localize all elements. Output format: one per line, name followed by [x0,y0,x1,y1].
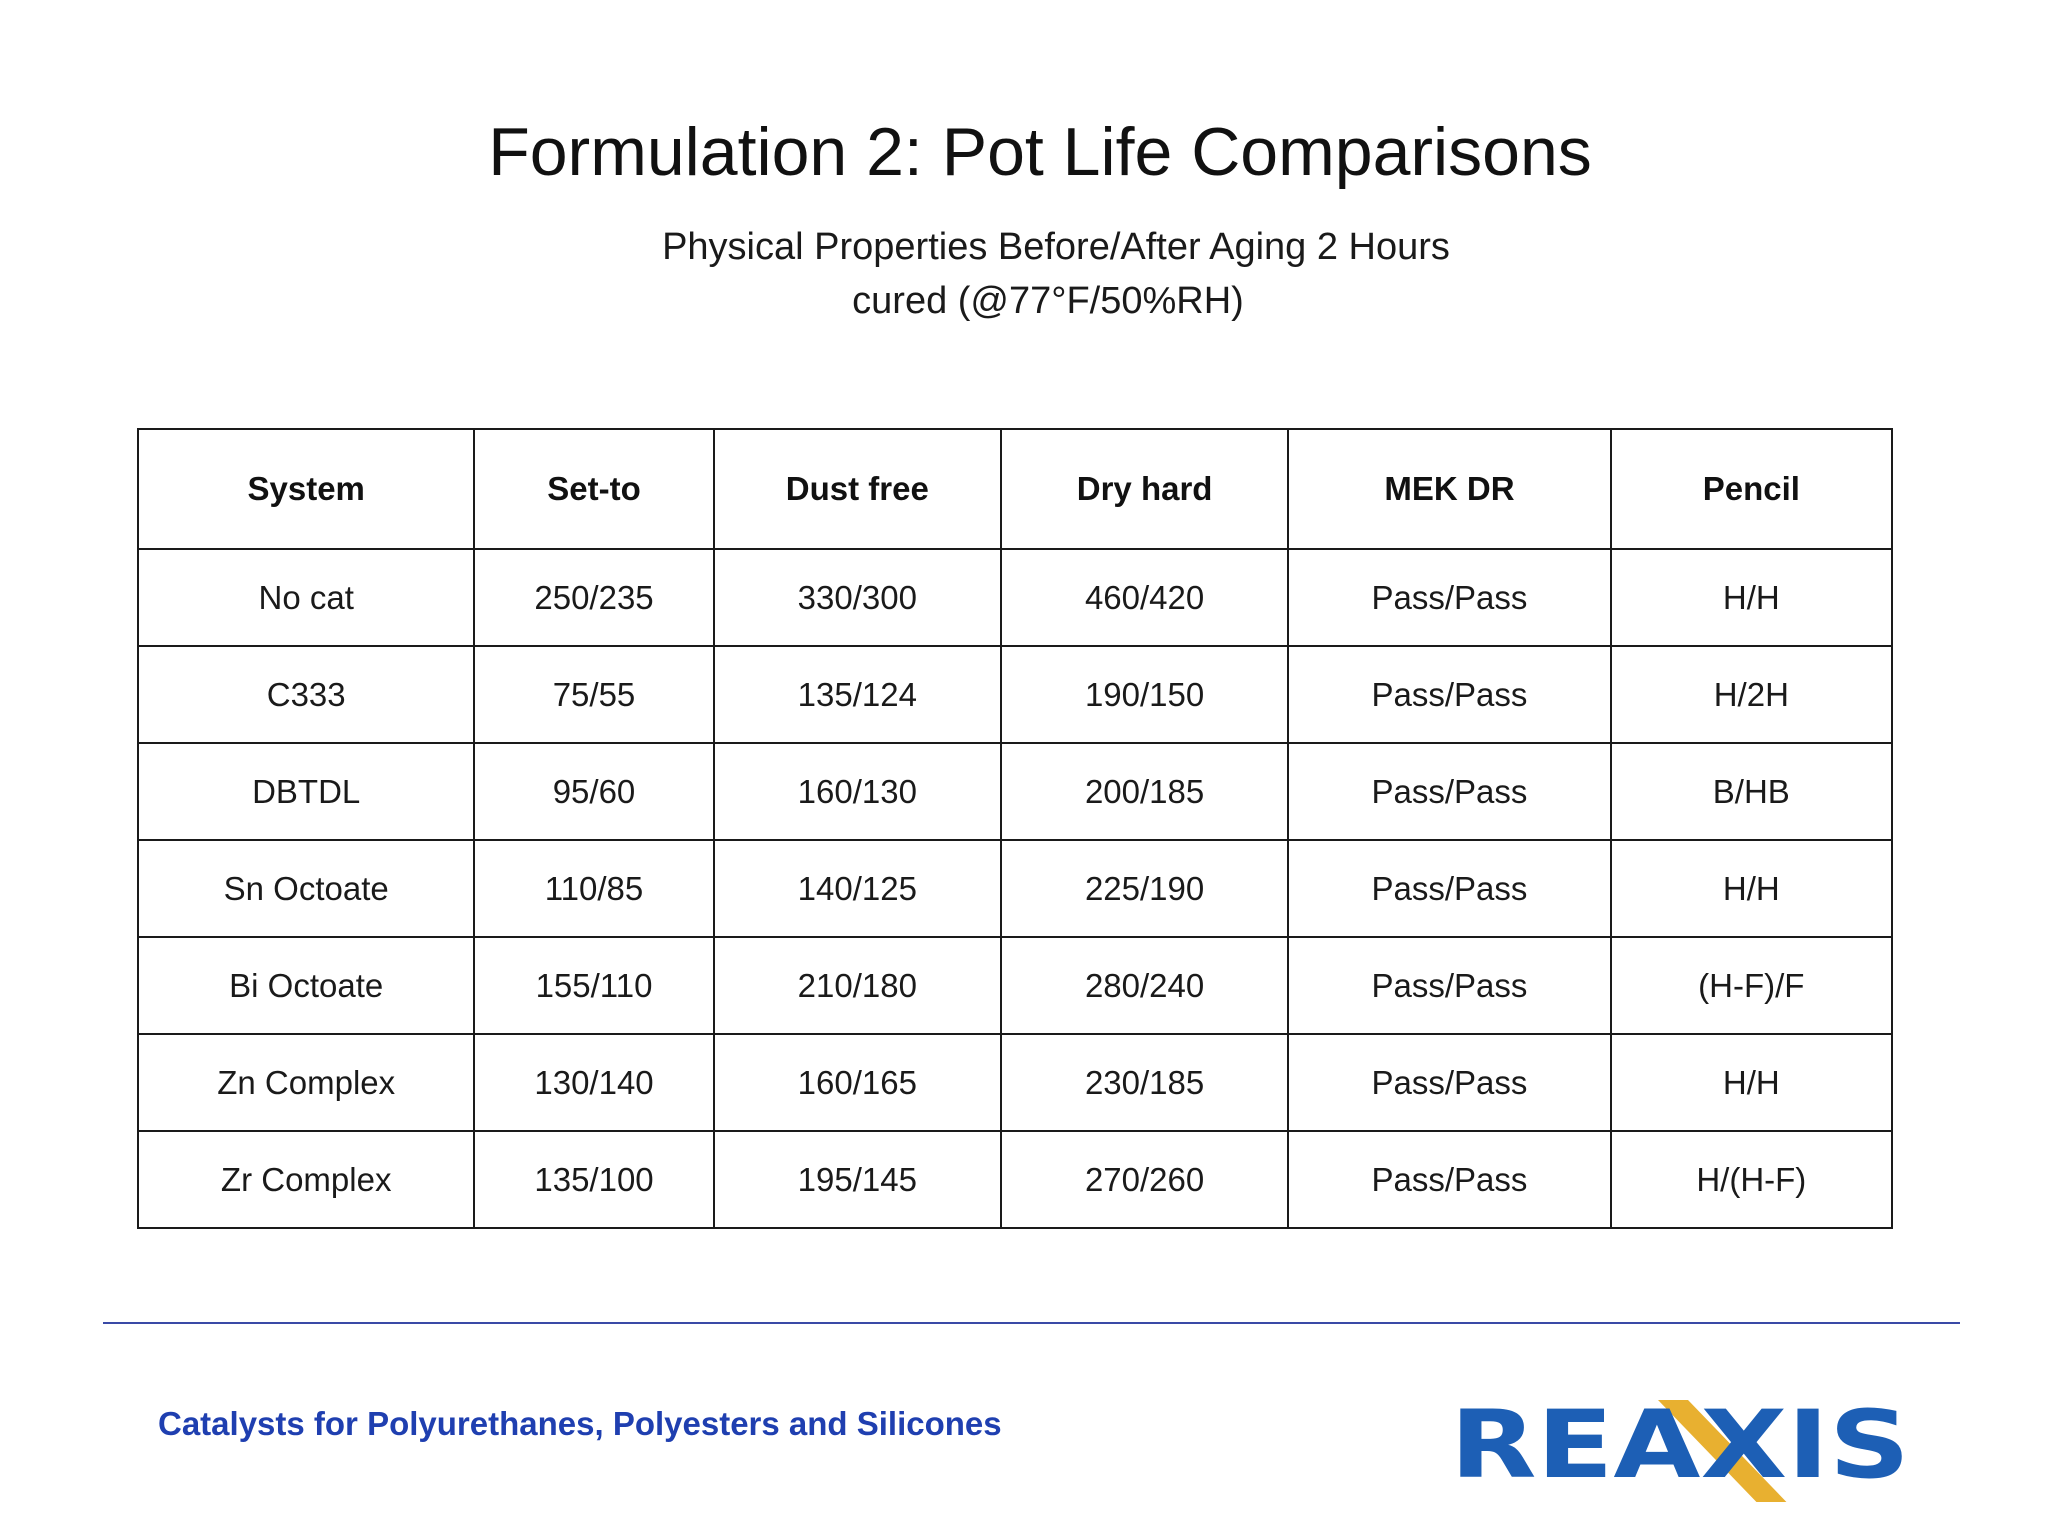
cell-dry-hard: 190/150 [1001,646,1288,743]
cell-set-to: 75/55 [474,646,713,743]
cell-dry-hard: 460/420 [1001,549,1288,646]
cell-pencil: B/HB [1611,743,1892,840]
cell-dry-hard: 280/240 [1001,937,1288,1034]
cell-pencil: H/(H-F) [1611,1131,1892,1228]
table-row [138,646,1892,743]
slide-title: Formulation 2: Pot Life Comparisons [488,114,1592,190]
cell-mek-dr: Pass/Pass [1288,646,1610,743]
cell-mek-dr: Pass/Pass [1288,1131,1610,1228]
cell-set-to: 95/60 [474,743,713,840]
header-mek-dr: MEK DR [1288,429,1610,549]
footer-divider [103,1322,1960,1324]
cell-system: Sn Octoate [138,840,474,937]
cell-mek-dr: Pass/Pass [1288,1034,1610,1131]
cell-set-to: 110/85 [474,840,713,937]
cell-pencil: H/H [1611,549,1892,646]
cell-dry-hard: 230/185 [1001,1034,1288,1131]
reaxis-logo [1450,1382,1910,1502]
pot-life-table [137,428,1893,1229]
table-row [138,743,1892,840]
cell-system: Zn Complex [138,1034,474,1131]
cell-dust-free: 210/180 [714,937,1001,1034]
cell-set-to: 135/100 [474,1131,713,1228]
table-header-row [138,429,1892,549]
header-pencil: Pencil [1611,429,1892,549]
cell-pencil: H/H [1611,1034,1892,1131]
cell-pencil: (H-F)/F [1611,937,1892,1034]
header-set-to: Set-to [474,429,713,549]
cell-system: Zr Complex [138,1131,474,1228]
slide-subtitle-line-2: cured (@77°F/50%RH) [852,280,1244,322]
slide-subtitle-line-1: Physical Properties Before/After Aging 2 Hours [662,226,1450,268]
footer-tagline: Catalysts for Polyurethanes, Polyesters and Silicones [158,1405,1002,1442]
cell-dry-hard: 225/190 [1001,840,1288,937]
logo-wordmark: REAXIS [1450,1391,1910,1500]
cell-pencil: H/2H [1611,646,1892,743]
cell-system: C333 [138,646,474,743]
cell-set-to: 155/110 [474,937,713,1034]
cell-dust-free: 140/125 [714,840,1001,937]
cell-dry-hard: 270/260 [1001,1131,1288,1228]
cell-dust-free: 160/165 [714,1034,1001,1131]
header-dust-free: Dust free [714,429,1001,549]
table-row [138,1131,1892,1228]
cell-system: No cat [138,549,474,646]
table-row [138,1034,1892,1131]
cell-dust-free: 135/124 [714,646,1001,743]
cell-mek-dr: Pass/Pass [1288,840,1610,937]
cell-set-to: 130/140 [474,1034,713,1131]
cell-mek-dr: Pass/Pass [1288,549,1610,646]
header-system: System [138,429,474,549]
header-dry-hard: Dry hard [1001,429,1288,549]
cell-system: DBTDL [138,743,474,840]
cell-dust-free: 195/145 [714,1131,1001,1228]
cell-dry-hard: 200/185 [1001,743,1288,840]
cell-pencil: H/H [1611,840,1892,937]
cell-dust-free: 160/130 [714,743,1001,840]
cell-set-to: 250/235 [474,549,713,646]
table-row [138,840,1892,937]
table-row [138,937,1892,1034]
cell-mek-dr: Pass/Pass [1288,743,1610,840]
cell-dust-free: 330/300 [714,549,1001,646]
cell-mek-dr: Pass/Pass [1288,937,1610,1034]
table-row [138,549,1892,646]
cell-system: Bi Octoate [138,937,474,1034]
